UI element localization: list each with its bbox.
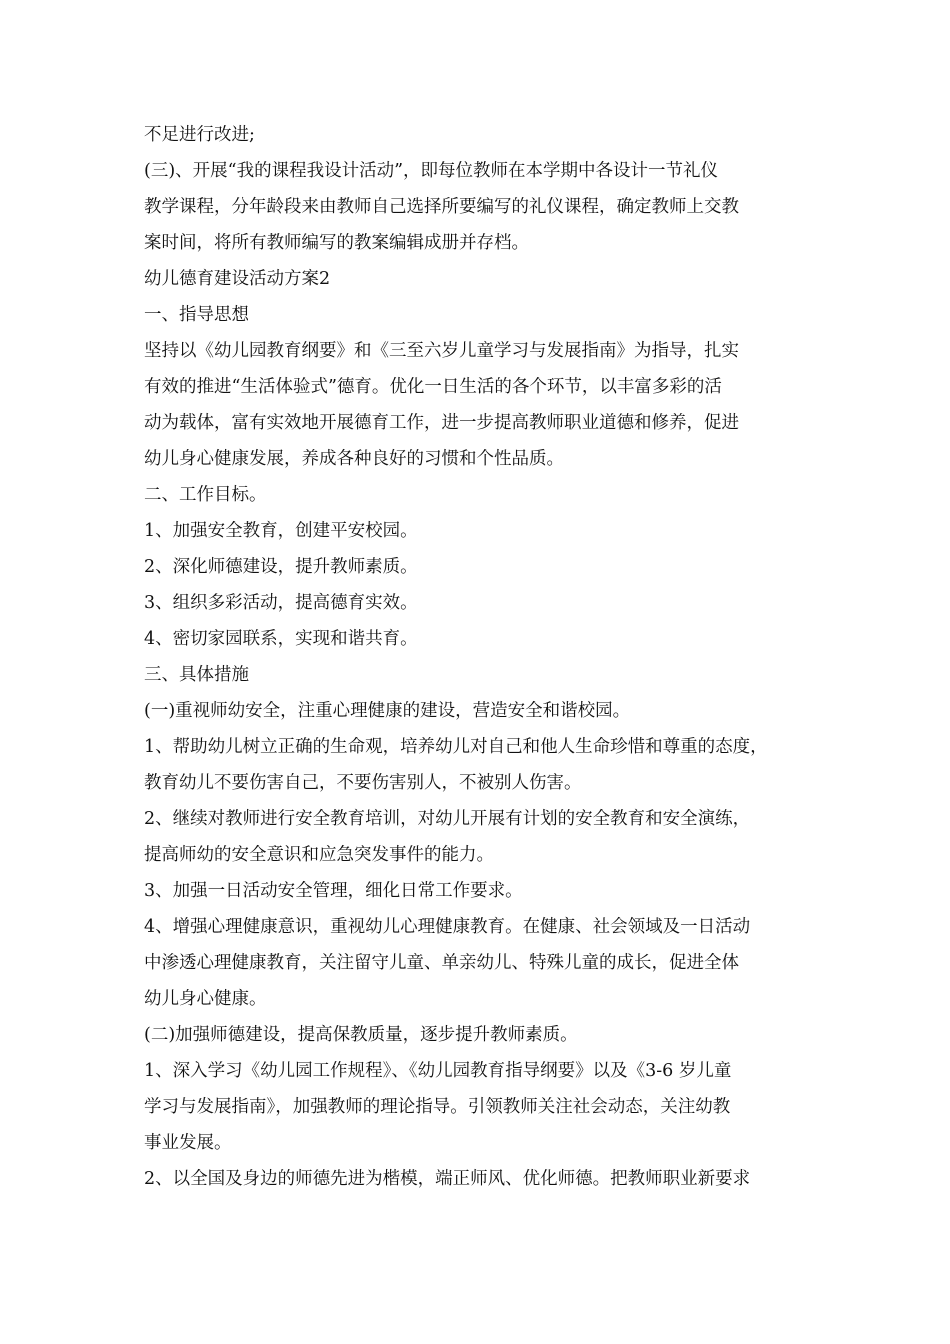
text-line: 坚持以《幼儿园教育纲要》和《三至六岁儿童学习与发展指南》为指导，扎实 [144, 341, 739, 361]
text-line: 不足进行改进; [144, 125, 255, 145]
list-item: 2、以全国及身边的师德先进为楷模，端正师风、优化师德。把教师职业新要求 [144, 1169, 751, 1189]
list-item: 3、加强一日活动安全管理，细化日常工作要求。 [144, 881, 523, 901]
text-line: 有效的推进“生活体验式”德育。优化一日生活的各个环节，以丰富多彩的活 [144, 377, 722, 397]
section-title: 幼儿德育建设活动方案2 [144, 269, 331, 289]
document-body [144, 117, 812, 1197]
text-line: 提高师幼的安全意识和应急突发事件的能力。 [144, 845, 494, 865]
heading: 二、工作目标。 [144, 485, 267, 505]
text-line: 案时间，将所有教师编写的教案编辑成册并存档。 [144, 233, 529, 253]
text-line: 幼儿身心健康。 [144, 989, 267, 1009]
list-item: 1、深入学习《幼儿园工作规程》、《幼儿园教育指导纲要》以及《3-6 岁儿童 [144, 1061, 732, 1081]
text-line: 教学课程，分年龄段来由教师自己选择所要编写的礼仪课程，确定教师上交教 [144, 197, 739, 217]
subheading: (二)加强师德建设，提高保教质量，逐步提升教师素质。 [144, 1025, 578, 1045]
text-line: 幼儿身心健康发展，养成各种良好的习惯和个性品质。 [144, 449, 564, 469]
heading: 三、具体措施 [144, 665, 249, 685]
text-line: 中渗透心理健康教育，关注留守儿童、单亲幼儿、特殊儿童的成长，促进全体 [144, 953, 739, 973]
list-item: 2、深化师德建设，提升教师素质。 [144, 557, 418, 577]
list-item: 4、增强心理健康意识，重视幼儿心理健康教育。在健康、社会领域及一日活动 [144, 917, 751, 937]
text-line: 教育幼儿不要伤害自己，不要伤害别人，不被别人伤害。 [144, 773, 582, 793]
heading: 一、指导思想 [144, 305, 249, 325]
list-item: 3、组织多彩活动，提高德育实效。 [144, 593, 418, 613]
list-item: 1、帮助幼儿树立正确的生命观，培养幼儿对自己和他人生命珍惜和尊重的态度， [144, 737, 768, 757]
list-item: 1、加强安全教育，创建平安校园。 [144, 521, 418, 541]
list-item: 4、密切家园联系，实现和谐共育。 [144, 629, 418, 649]
text-line: 动为载体，富有实效地开展德育工作，进一步提高教师职业道德和修养，促进 [144, 413, 739, 433]
subheading: (一)重视师幼安全，注重心理健康的建设，营造安全和谐校园。 [144, 701, 631, 721]
list-item: 2、继续对教师进行安全教育培训，对幼儿开展有计划的安全教育和安全演练， [144, 809, 751, 829]
text-line: 学习与发展指南》，加强教师的理论指导。引领教师关注社会动态，关注幼教 [144, 1097, 731, 1117]
text-line: 事业发展。 [144, 1133, 232, 1153]
text-line: (三)、开展“我的课程我设计活动”，即每位教师在本学期中各设计一节礼仪 [144, 161, 719, 181]
